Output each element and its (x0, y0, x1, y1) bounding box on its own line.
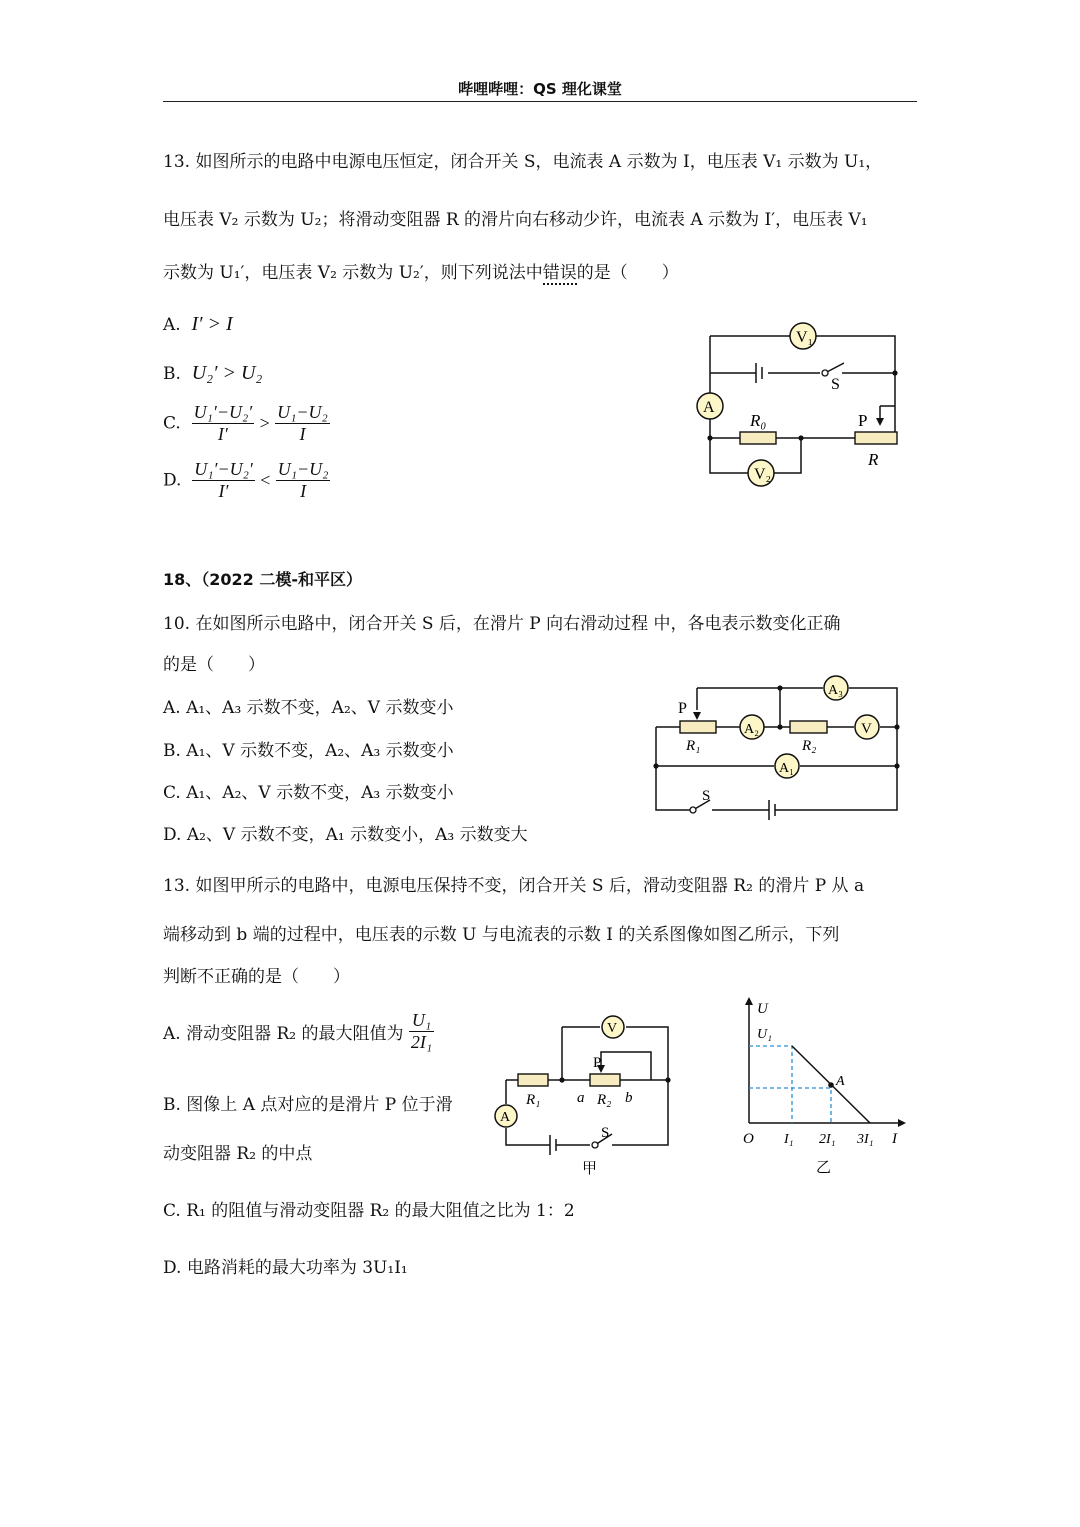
q13a-line3 (163, 258, 679, 283)
q13b-line3: 判断不正确的是（ ） (163, 967, 350, 987)
fig2-r1-label: R₁ (686, 738, 701, 754)
q13a-option-a: A. I′ > I (163, 313, 233, 335)
figjia-s-label: S (601, 1125, 610, 1141)
graph-dashed-guides (749, 1046, 831, 1123)
figjia-v-label: V (607, 1021, 618, 1036)
q13b-option-a: A. 滑动变阻器 R₂ 的最大阻值为 $\frac{\text{U₁}}{\text{2I₁}}$ (163, 1010, 433, 1052)
figjia-caption: 甲 (582, 1161, 598, 1177)
fig2-a1-label: A₁ (779, 761, 794, 776)
fig1-v1-label: V₁ (796, 329, 814, 346)
graph-i-axis-label: I (892, 1131, 897, 1147)
q10-line2: 的是（ ） (163, 655, 265, 675)
fig2-a2-label: A₂ (744, 722, 759, 737)
q10-line1: 10. 在如图所示电路中，闭合开关 S 后，在滑片 P 向右滑动过程 中，各电表示数变化正确 (163, 614, 841, 634)
graph-figure-yi (735, 995, 910, 1180)
q13a-line1: 13. 如图所示的电路中电源电压恒定，闭合开关 S，电流表 A 示数为 I，电压表 V₁ 示数为 U₁， (163, 152, 883, 172)
q10-option-b: B. A₁、V 示数不变，A₂、A₃ 示数变小 (163, 741, 454, 761)
q13a-option-b: B. U₂′ > U₂ (163, 362, 263, 384)
q13b-option-c: C. R₁ 的阻值与滑动变阻器 R₂ 的最大阻值之比为 1：2 (163, 1201, 575, 1221)
page-header: 哔哩哔哩：QS 理化课堂 (458, 80, 622, 98)
fig1-v2-label: V₂ (754, 466, 772, 483)
q13b-option-b-line2: 动变阻器 R₂ 的中点 (163, 1144, 313, 1164)
q13a-option-c: C. $\frac{\text{U₁′−U₂′}}{I'}$ > $\frac{\text{U₁−U₂}}{I}$ (163, 402, 328, 444)
figjia-b-end-label: b (625, 1090, 633, 1106)
fig1-a-label: A (703, 399, 715, 416)
fig1-p-label: P (858, 411, 868, 430)
q13b-option-b-line1: B. 图像上 A 点对应的是滑片 P 位于滑 (163, 1095, 453, 1115)
graph-point-label: A (836, 1074, 845, 1089)
graph-u-axis-label: U (757, 1001, 768, 1017)
fig2-v-label: V (861, 721, 872, 737)
fig1-r-label: R (868, 450, 879, 469)
q13a-emphasis: 错误 (542, 263, 577, 283)
q13a-line3c: 的是（ ） (576, 263, 679, 283)
q13b-option-d: D. 电路消耗的最大功率为 3U₁I₁ (163, 1258, 408, 1278)
section-18-heading: 18、（2022 二模-和平区） (163, 570, 363, 589)
q13a-line2: 电压表 V₂ 示数为 U₂；将滑动变阻器 R 的滑片向右移动少许，电流表 A 示数为 I′，电压表 V₁ (163, 210, 868, 230)
circuit-figure-jia (490, 1010, 680, 1180)
q13b-line2: 端移动到 b 端的过程中，电压表的示数 U 与电流表的示数 I 的关系图像如图乙所示，下列 (163, 925, 840, 945)
q13b-line1: 13. 如图甲所示的电路中，电源电压保持不变，闭合开关 S 后，滑动变阻器 R₂ 的滑片 P 从 a (163, 876, 865, 896)
figjia-a-end-label: a (577, 1090, 585, 1106)
figjia-r2-label: R₂ (597, 1092, 612, 1108)
fig1-s-label: S (831, 376, 840, 393)
q10-option-a: A. A₁、A₃ 示数不变，A₂、V 示数变小 (163, 698, 454, 718)
fig1-r0-label: R₀ (750, 411, 767, 430)
q13a-option-d: D. $\frac{\text{U₁′−U₂′}}{I'}$ < $\frac{\text{U₁−U₂}}{I}$ (163, 459, 329, 501)
header-divider (163, 101, 917, 102)
graph-u1-label: U₁ (757, 1027, 772, 1042)
circuit-figure-2 (648, 672, 908, 822)
graph-caption: 乙 (816, 1160, 832, 1176)
fig2-r2-label: R₂ (802, 738, 817, 754)
graph-point-a (828, 1082, 834, 1088)
fig2-s-label: S (702, 788, 711, 804)
graph-2i1-label: 2I₁ (819, 1132, 836, 1147)
graph-origin-label: O (743, 1131, 754, 1147)
q13a-line3a: 示数为 U₁′，电压表 V₂ 示数为 U₂′，则下列说法中 (163, 263, 543, 283)
q10-option-d: D. A₂、V 示数不变，A₁ 示数变小，A₃ 示数变大 (163, 825, 528, 845)
fig2-p-label: P (678, 700, 687, 717)
q10-option-c: C. A₁、A₂、V 示数不变，A₃ 示数变小 (163, 783, 454, 803)
figjia-a-label: A (500, 1110, 511, 1125)
graph-i1-label: I₁ (784, 1132, 794, 1147)
fig2-a3-label: A₃ (828, 683, 843, 698)
circuit-figure-1 (690, 318, 910, 493)
figjia-r1-label: R₁ (526, 1092, 541, 1108)
graph-3i1-label: 3I₁ (857, 1132, 874, 1147)
figjia-p-label: P (593, 1055, 602, 1071)
